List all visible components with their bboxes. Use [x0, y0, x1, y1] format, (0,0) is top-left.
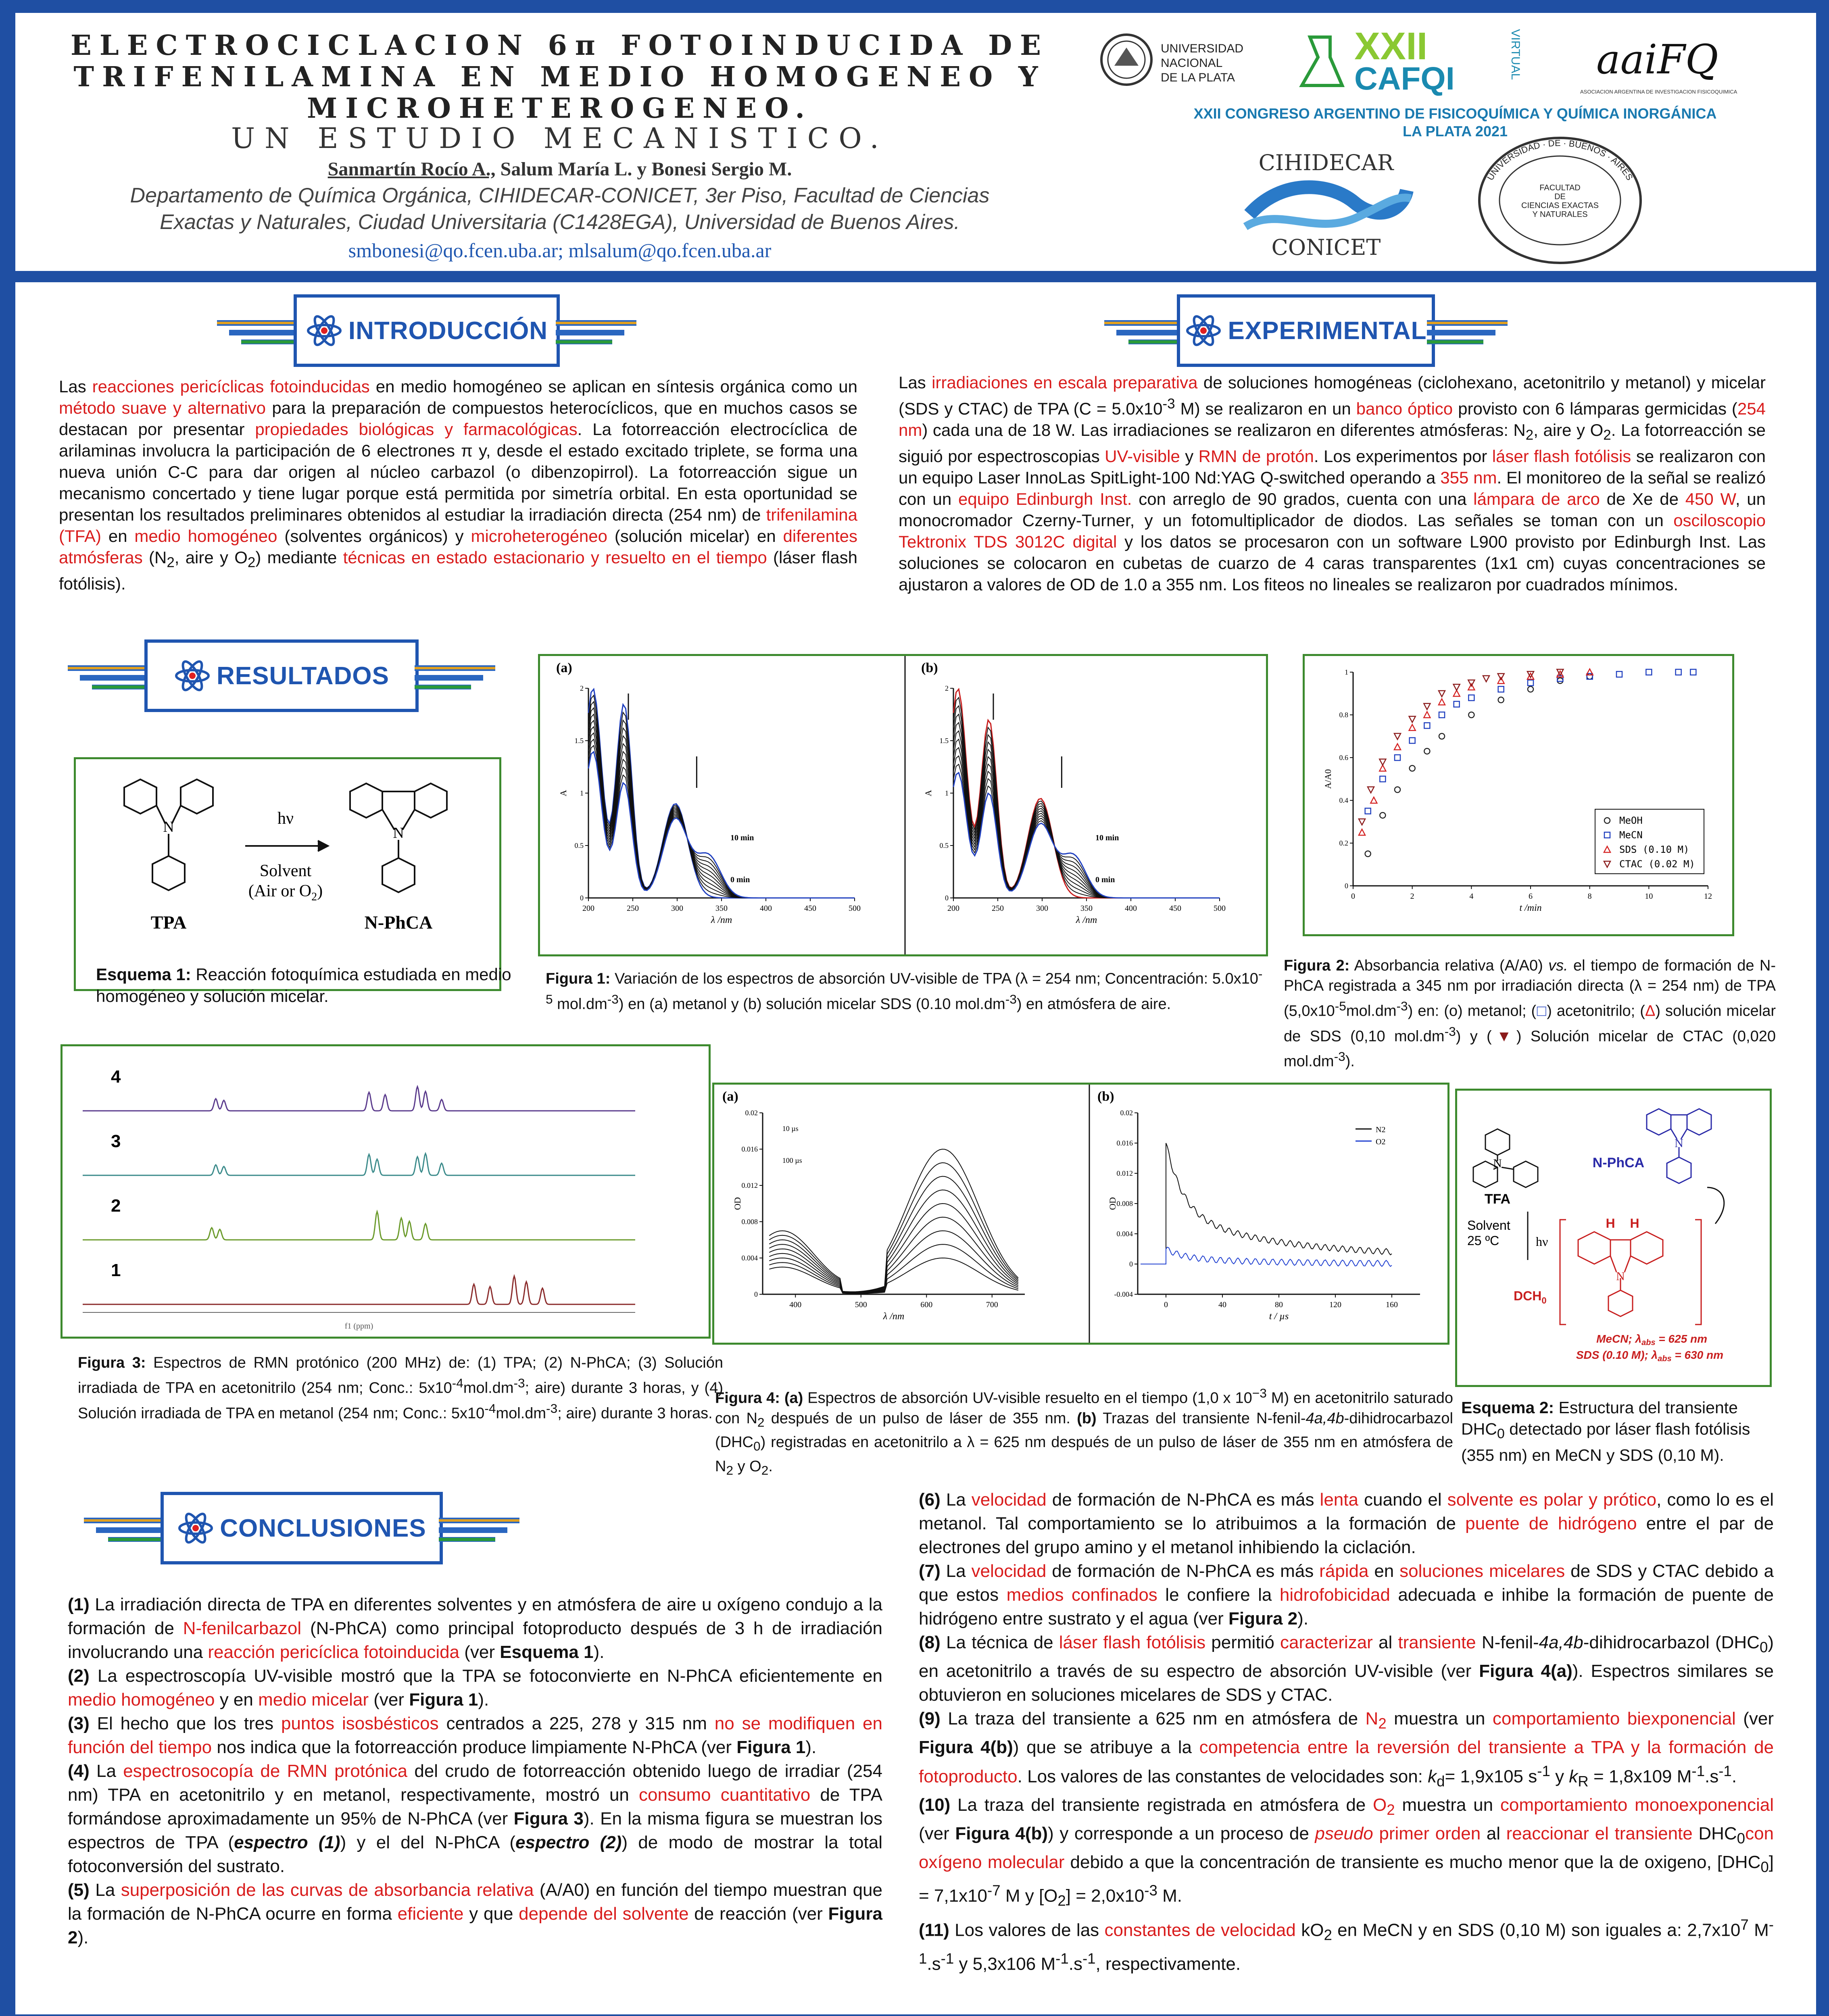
- fig2-x-tick-label: 8: [1587, 892, 1592, 901]
- scheme-1-solvent: Solvent: [259, 862, 312, 880]
- section-intro-header: [294, 294, 560, 367]
- fig2-point-ctac: [1409, 716, 1416, 723]
- fig1-b-annot-0min: 0 min: [1095, 875, 1115, 884]
- fig2-point-ctac: [1394, 733, 1401, 739]
- wing-right-icon: [415, 657, 495, 698]
- section-results-title: RESULTADOS: [217, 662, 389, 690]
- fig2-x-tick-label: 12: [1704, 892, 1712, 901]
- fig1-a-y-tick-label: 2: [580, 684, 584, 692]
- fig1-a-y-tick-label: 1: [580, 789, 584, 797]
- fig1-a-y-label: A: [558, 790, 568, 796]
- fig4-a-series-line: [769, 1190, 1018, 1292]
- fig2-point-ctac: [1359, 819, 1365, 825]
- section-conclusions-title: CONCLUSIONES: [220, 1514, 426, 1542]
- fig1-a-x-tick-label: 400: [760, 904, 772, 913]
- header-panel: [15, 13, 1816, 271]
- figure-3-caption: Figura 3: Espectros de RMN protónico (200 MHz) de: (1) TPA; (2) N-PhCA; (3) Solución irradiada de TPA en acetonitrilo (254 nm; Conc.: $5x10^{-4}mol.dm^{-3}$; aire) durante 3 horas, y (4) Solución irradiada de TPA en metanol (254 nm; Conc.: $5x10^{-4}mol.dm^{-3}$; aire) durante 3 horas.: [78, 1354, 723, 1422]
- cafqi-name: CAFQI: [1354, 60, 1455, 96]
- figure-4: [712, 1083, 1449, 1345]
- conclusion-7: (7) La velocidad de formación de N-PhCA es más rápida en soluciones micelares de SDS y CTAC debido a que estos medios confinados le confiere la hidrofobicidad adecuada e inhibe la formación de puente de hidrógeno entre sustrato y el agua (ver Figura 2).: [919, 1561, 1774, 1629]
- fig2-point-mecn: [1424, 723, 1430, 729]
- scheme-2-n-label: N: [1493, 1157, 1502, 1170]
- scheme-1-conditions: (Air or $O_2$): [248, 882, 323, 903]
- authors: Sanmartín Rocío A., Salum María L. y Bonesi Sergio M.: [327, 158, 792, 180]
- fig1-b-y-tick-label: 0: [945, 894, 949, 902]
- fcen-text-3: CIENCIAS EXACTAS: [1521, 201, 1599, 210]
- fig1-a-x-tick-label: 300: [671, 904, 683, 913]
- fig1-b-y-tick-label: 2: [945, 684, 949, 692]
- unlp-text-2: NACIONAL: [1161, 56, 1223, 70]
- fig3-x-label: f1 (ppm): [344, 1322, 373, 1331]
- figure-3: [60, 1044, 711, 1339]
- fig1-b-y-label: A: [923, 790, 933, 796]
- scheme-2-h-label-2: H: [1630, 1216, 1639, 1231]
- fig4-b-x-tick-label: 80: [1275, 1300, 1283, 1309]
- fig2-point-mecn: [1454, 702, 1460, 707]
- fig4-b-legend-label: O2: [1376, 1137, 1386, 1146]
- conclusion-6: (6) La velocidad de formación de N-PhCA es más lenta cuando el solvente es polar y prótico, como lo es el metanol. Tal comportamiento se lo atribuimos a la formación de puente de hidrógeno entre el par de electrones del grupo amino y el metanol inhibiendo la ciclación.: [919, 1490, 1774, 1557]
- fig2-legend-label: CTAC (0.02 M): [1619, 858, 1695, 870]
- scheme-1-nphca-label: N-PhCA: [364, 912, 433, 933]
- fig3-spectrum-label: 2: [111, 1196, 121, 1216]
- fig2-point-meoh: [1380, 812, 1385, 818]
- fig4-b-y-label: OD: [1107, 1197, 1118, 1210]
- scheme-1-n-label-2: N: [393, 825, 404, 841]
- conclusion-11: (11) Los valores de las constantes de velocidad $kO_2$ en MeCN y en SDS (0,10 M) son iguales a: $2,7x10^7$ $M^{-1}.s^{-1}$ y 5,3x106 $M^{-1}.s^{-1}$, respectivamente.: [919, 1916, 1774, 1974]
- fig1-a-y-tick-label: 1.5: [574, 737, 584, 745]
- fig1-a-y-tick-label: 0: [580, 894, 584, 902]
- fig2-point-mecn: [1395, 755, 1400, 760]
- fig4-b-y-tick-label: 0.004: [1116, 1230, 1133, 1238]
- wing-right-icon: [439, 1510, 519, 1550]
- fig2-point-sds: [1409, 725, 1416, 731]
- fig2-point-mecn: [1690, 669, 1696, 675]
- fig2-point-sds: [1439, 699, 1445, 705]
- section-intro-title: INTRODUCCIÓN: [348, 317, 548, 345]
- fig1-b-y-tick-label: 1.5: [939, 737, 949, 745]
- fig2-point-mecn: [1616, 671, 1622, 677]
- fig4-b-y-tick-label: 0.012: [1116, 1169, 1133, 1177]
- fig4-b-legend-label: N2: [1376, 1125, 1386, 1134]
- fig1-b-panel-label: (b): [921, 660, 938, 675]
- figure-4-caption: Figura 4: (a) Espectros de absorción UV-visible resuelto en el tiempo (1,0 x $10^{-3}$ M) en acetonitrilo saturado con $N_2$ después de un pulso de láser de 355 nm. (b) Trazas del transiente N-fenil-4a,4b-dihidrocarbazol $(DHC_0)$ registradas en acetonitrilo a λ = 625 nm después de un pulso de láser de 355 nm en atmósfera de $N_2$ y $O_2$.: [715, 1386, 1454, 1478]
- fig2-y-tick-label: 0.4: [1339, 796, 1348, 804]
- fig2-point-ctac: [1483, 676, 1489, 682]
- fig2-y-tick-label: 0.6: [1339, 754, 1348, 762]
- wing-left-icon: [217, 312, 298, 352]
- fig2-point-ctac: [1424, 704, 1430, 710]
- fig2-point-meoh: [1439, 733, 1445, 739]
- fig2-point-mecn: [1468, 695, 1474, 701]
- scheme-2-sds-abs: SDS (0.10 M); $\lambda_{abs} = 630$ nm: [1576, 1349, 1723, 1363]
- fig3-spectrum-line: [83, 1154, 635, 1175]
- section-experimental-title: EXPERIMENTAL: [1228, 317, 1427, 345]
- scheme-2-hv: hν: [1536, 1234, 1548, 1249]
- fig4-b-trace-n2: [1141, 1143, 1392, 1264]
- fig1-b-x-tick-label: 250: [992, 904, 1004, 913]
- fig2-legend-label: MeCN: [1619, 829, 1643, 841]
- conclusion-5: (5) La superposición de las curvas de absorbancia relativa (A/A0) en función del tiempo muestran que la formación de N-PhCA ocurre en forma eficiente y que depende del solvente de reacción (ver Figura 2).: [68, 1880, 882, 1947]
- fig2-point-meoh: [1395, 787, 1400, 793]
- wing-left-icon: [1104, 312, 1185, 352]
- fig1-b-x-tick-label: 300: [1036, 904, 1048, 913]
- scheme-1: [74, 757, 501, 991]
- fig4-a-y-tick-label: 0.008: [741, 1218, 758, 1226]
- fig2-legend-label: SDS (0.10 M): [1619, 844, 1689, 855]
- aaifq-sub: ASOCIACION ARGENTINA DE INVESTIGACION FISICOQUIMICA: [1580, 89, 1737, 95]
- conicet-text: CONICET: [1271, 235, 1381, 260]
- fig4-b-panel-label: (b): [1097, 1089, 1114, 1104]
- fig4-a-x-tick-label: 700: [986, 1300, 998, 1309]
- fig2-point-ctac: [1439, 691, 1445, 697]
- fig4-b-y-tick-label: -0.004: [1114, 1290, 1133, 1298]
- fig4-b-y-tick-label: 0.02: [1120, 1109, 1133, 1117]
- fig4-a-annot-100us: 100 µs: [782, 1156, 802, 1164]
- scheme-1-n-label: N: [163, 818, 174, 835]
- fig2-point-sds: [1424, 712, 1430, 718]
- conclusion-8: (8) La técnica de láser flash fotólisis permitió caracterizar al transiente N-fenil-4a,4b-dihidrocarbazol $(DHC_0)$ en acetonitrilo a través de su espectro de absorción UV-visible (ver Figura 4(a)). Espectros similares se obtuvieron en soluciones micelares de SDS y CTAC.: [919, 1633, 1774, 1705]
- fig1-b-x-tick-label: 450: [1169, 904, 1181, 913]
- fig2-point-meoh: [1587, 674, 1593, 679]
- fig1-b-annot-10min: 10 min: [1095, 833, 1119, 842]
- atom-icon: [177, 1510, 214, 1547]
- fig3-spectrum-label: 1: [111, 1260, 121, 1280]
- congress-name: XXII CONGRESO ARGENTINO DE FISICOQUÍMICA Y QUÍMICA INORGÁNICA LA PLATA 2021: [1193, 105, 1717, 140]
- affiliation: Departamento de Química Orgánica, CIHIDECAR-CONICET, 3er Piso, Facultad de Ciencias Exactas y Naturales, Ciudad Universitaria (C1428EGA), Universidad de Buenos Aires.: [130, 184, 990, 234]
- fig1-a-x-tick-label: 450: [804, 904, 816, 913]
- fig2-point-ctac: [1454, 684, 1460, 690]
- atom-icon: [174, 657, 211, 694]
- fig2-point-mecn: [1528, 680, 1533, 686]
- fig2-point-sds: [1394, 744, 1401, 750]
- cafqi-virtual: VIRTUAL: [1509, 29, 1522, 80]
- figure-2: [1303, 654, 1734, 936]
- fig1-b-x-tick-label: 200: [947, 904, 959, 913]
- fig2-point-sds: [1370, 797, 1377, 803]
- scheme-2-nphca-label: N-PhCA: [1592, 1155, 1645, 1170]
- fig4-b-y-tick-label: 0.016: [1116, 1139, 1133, 1147]
- fig4-a-series-line: [769, 1231, 1018, 1293]
- fig1-b-x-tick-label: 500: [1214, 904, 1226, 913]
- fig4-a-y-label: OD: [732, 1197, 742, 1210]
- fig4-b-y-tick-label: 0.008: [1116, 1200, 1133, 1208]
- fig1-a-annot-10min: 10 min: [730, 833, 754, 842]
- aaifq-logo: [1580, 29, 1798, 102]
- fig2-point-ctac: [1368, 787, 1374, 793]
- scheme-1-tpa-label: TPA: [150, 912, 187, 933]
- fig2-point-mecn: [1676, 669, 1681, 675]
- scheme-2-dch-label: $DCH_0$: [1514, 1289, 1547, 1306]
- conclusion-9: (9) La traza del transiente a 625 nm en atmósfera de $N_2$ muestra un comportamiento biexponencial (ver Figura 4(b)) que se atribuye a la competencia entre la reversión del transiente a TPA y la formación de fotoproducto. Los valores de las constantes de velocidades son: $k_d= 1,9x105$ $s^{-1}$ y $k_R = 1,8x109$ $M^{-1}.s^{-1}$.: [919, 1708, 1774, 1790]
- fig2-y-tick-label: 0: [1345, 882, 1348, 890]
- fig1-a-x-tick-label: 250: [627, 904, 639, 913]
- wing-left-icon: [84, 1510, 165, 1550]
- fig2-y-tick-label: 0.8: [1339, 711, 1348, 719]
- scheme-2-tfa-label: TFA: [1484, 1191, 1511, 1207]
- fig3-spectrum-line: [83, 1212, 635, 1240]
- figure-3-chart: [63, 1046, 709, 1337]
- fig2-x-label: t /min: [1519, 903, 1542, 913]
- unlp-text-1: UNIVERSIDAD: [1161, 42, 1244, 55]
- uba-ring-text: UNIVERSIDAD · DE · BUENOS · AIRES: [1485, 137, 1635, 182]
- scheme-2-solvent: Solvent: [1467, 1218, 1510, 1233]
- figure-2-caption: Figura 2: Absorbancia relativa (A/A0) vs. el tiempo de formación de N-PhCA registrada a 345 nm por irradiación directa (λ = 254 nm) de TPA $(5,0x10^{-5}mol.dm^{-3})$ en: (o) metanol; (□) acetonitrilo; (Δ) solución micelar de SDS (0,10 $mol.dm^{-3}$) y (▼) Solución micelar de CTAC (0,020 $mol.dm^{-3}$).: [1284, 957, 1776, 1070]
- fig2-y-tick-label: 0.2: [1339, 839, 1348, 847]
- fig4-b-x-tick-label: 120: [1329, 1300, 1341, 1309]
- fig1-a-panel-label: (a): [556, 660, 572, 675]
- fig2-x-tick-label: 10: [1645, 892, 1653, 901]
- fig2-point-meoh: [1528, 686, 1533, 692]
- fig2-point-meoh: [1424, 748, 1430, 754]
- cafqi-num: XXII: [1354, 25, 1428, 68]
- main-panel: [15, 282, 1816, 2014]
- atom-icon: [1185, 312, 1222, 349]
- section-results-header: [144, 639, 419, 712]
- atom-icon: [306, 312, 343, 349]
- fig2-point-mecn: [1365, 808, 1371, 814]
- fig2-point-sds: [1359, 829, 1365, 835]
- fig4-a-annot-10us: 10 µs: [782, 1125, 799, 1133]
- conclusion-4: (4) La espectrosocopía de RMN protónica del crudo de fotorreacción obtenido luego de irradiar (254 nm) TPA en acetonitrilo y en metanol, respectivamente, mostró un consumo cuantitativo de TPA formándose aproximadamente un 95% de N-PhCA (ver Figura 3). En la misma figura se muestran los espectros de TPA (espectro (1)) y el del N-PhCA (espectro (2)) de modo de mostrar la total fotoconversión del sustrato.: [68, 1761, 882, 1876]
- scheme-2-h-label-1: H: [1606, 1216, 1615, 1231]
- fig4-a-y-tick-label: 0: [754, 1290, 758, 1298]
- poster-title: ELECTROCICLACION 6π FOTOINDUCIDA DE TRIFENILAMINA EN MEDIO HOMOGENEO Y MICROHETEROGENEO.: [70, 29, 1049, 125]
- fig2-point-mecn: [1498, 686, 1504, 692]
- fig4-a-y-tick-label: 0.012: [741, 1181, 758, 1189]
- fcen-text-4: Y NATURALES: [1532, 210, 1588, 219]
- fig4-a-x-tick-label: 400: [789, 1300, 802, 1309]
- unlp-logo: [1096, 27, 1266, 96]
- scheme-2-temp: 25 ºC: [1467, 1233, 1499, 1248]
- fig2-point-mecn: [1410, 738, 1415, 744]
- fig1-a-x-tick-label: 500: [849, 904, 861, 913]
- figure-2-chart: [1305, 656, 1732, 934]
- fig2-point-mecn: [1646, 669, 1652, 675]
- fig3-spectrum-line: [83, 1087, 635, 1111]
- figure-1: [538, 654, 1268, 956]
- conclusion-2: (2) La espectroscopía UV-visible mostró que la TPA se fotoconvierte en N-PhCA eficientemente en medio homogéneo y en medio micelar (ver Figura 1).: [68, 1666, 882, 1710]
- fig4-a-x-tick-label: 500: [855, 1300, 867, 1309]
- fig1-b-x-label: λ /nm: [1076, 915, 1097, 925]
- scheme-1-caption: Esquema 1: Reacción fotoquímica estudiada en medio homogéneo y solución micelar.: [96, 965, 511, 1006]
- emails[interactable]: smbonesi@qo.fcen.uba.ar; mlsalum@qo.fcen.uba.ar: [348, 239, 772, 262]
- wing-left-icon: [68, 657, 148, 698]
- fig4-a-y-tick-label: 0.02: [745, 1109, 758, 1117]
- cafqi-logo: [1298, 21, 1524, 98]
- poster-subtitle: UN ESTUDIO MECANISTICO.: [231, 122, 888, 155]
- conclusions-left: [68, 1593, 882, 1949]
- fcen-seal: [1475, 134, 1645, 267]
- fig1-b-x-tick-label: 400: [1125, 904, 1137, 913]
- fig2-point-mecn: [1380, 776, 1385, 782]
- fig4-a-panel-label: (a): [722, 1089, 738, 1104]
- figure-1-chart: [540, 656, 1266, 954]
- figure-1-caption: Figura 1: Variación de los espectros de absorción UV-visible de TPA (λ = 254 nm; Concentración: $5.0x10^{-5}$ $mol.dm^{-3}$) en (a) metanol y (b) solución micelar SDS (0.10 $mol.dm^{-3}$) en atmósfera de aire.: [546, 966, 1263, 1013]
- aaifq-text: aaiFQ: [1596, 36, 1718, 83]
- fig3-spectrum-label: 3: [111, 1131, 121, 1151]
- fig1-a-annot-0min: 0 min: [730, 875, 750, 884]
- fig4-b-y-tick-label: 0: [1129, 1260, 1133, 1268]
- fig2-y-tick-label: 1: [1345, 668, 1348, 676]
- fcen-text-2: DE: [1554, 192, 1566, 201]
- intro-text: Las reacciones pericíclicas fotoinducidas en medio homogéneo se aplican en síntesis orgánica como un método suave y alternativo para la preparación de compuestos heterocíclicos, que en muchos casos se destacan por presentar propiedades biológicas y farmacológicas. La fotorreacción electrocíclica de arilaminas involucra la participación de 6 electrones π y, desde el estado excitado triplete, se forma una nueva unión C-C para dar origen al núcleo carbazol (o dibenzopirrol). La fotorreacción sigue un mecanismo concertado y tiene lugar porque está permitida por simetría orbital. En esta oportunidad se presentan los resultados preliminares obtenidos al estudiar la irradiación directa (254 nm) de trifenilamina (TFA) en medio homogéneo (solventes orgánicos) y microheterogéneo (solución micelar) en diferentes atmósferas ($N_2$, aire y $O_2$) mediante técnicas en estado estacionario y resuelto en el tiempo (láser flash fotólisis).: [59, 377, 858, 594]
- fig1-a-x-tick-label: 200: [582, 904, 594, 913]
- fig2-point-meoh: [1365, 851, 1371, 857]
- wing-right-icon: [556, 312, 636, 352]
- fig4-a-y-tick-label: 0.004: [741, 1254, 758, 1262]
- conclusion-1: (1) La irradiación directa de TPA en diferentes solventes y en atmósfera de aire u oxígeno condujo a la formación de N-fenilcarbazol (N-PhCA) como principal fotoproducto después de 3 h de irradiación involucrando una reacción pericíclica fotoinducida (ver Esquema 1).: [68, 1595, 882, 1662]
- fig4-a-x-label: λ /nm: [883, 1311, 905, 1322]
- fig1-b-x-tick-label: 350: [1080, 904, 1093, 913]
- section-conclusions-header: [161, 1492, 443, 1564]
- fig2-x-tick-label: 4: [1469, 892, 1474, 901]
- conclusion-10: (10) La traza del transiente registrada en atmósfera de $O_2$ muestra un comportamiento monoexponencial (ver Figura 4(b)) y corresponde a un proceso de pseudo primer orden al reaccionar el transiente $DHC_0con$ oxígeno molecular debido a que la concentración de transiente es mucho menor que la de oxigeno, $[DHC_0] = 7,1x10^{-7}$ M y $[O_2] = 2,0x10^{-3}$ M.: [919, 1795, 1774, 1909]
- conclusions-right: [919, 1488, 1774, 1976]
- fig3-spectrum-line: [83, 1276, 635, 1304]
- fcen-text-1: FACULTAD: [1539, 183, 1581, 192]
- fig2-point-meoh: [1498, 697, 1504, 703]
- fig2-point-ctac: [1379, 759, 1386, 765]
- conclusion-3: (3) El hecho que los tres puntos isosbésticos centrados a 225, 278 y 315 nm no se modifiquen en función del tiempo nos indica que la fotorreacción produce limpiamente N-PhCA (ver Figura 1).: [68, 1714, 882, 1757]
- fig1-b-y-tick-label: 1: [945, 789, 949, 797]
- fig1-a-x-tick-label: 350: [715, 904, 728, 913]
- fig2-point-meoh: [1557, 678, 1563, 683]
- fig4-b-x-label: t / µs: [1269, 1311, 1289, 1322]
- fig3-spectrum-label: 4: [111, 1067, 121, 1087]
- fig2-x-tick-label: 6: [1529, 892, 1533, 901]
- fig2-legend-label: MeOH: [1619, 815, 1643, 826]
- scheme-1-hv: hν: [277, 809, 294, 828]
- fig4-a-y-tick-label: 0.016: [741, 1145, 758, 1153]
- scheme-2-caption: Esquema 2: Estructura del transiente $DHC_0$ detectado por láser flash fotólisis (355 nm) en MeCN y SDS (0,10 M).: [1461, 1398, 1750, 1465]
- scheme-2-nphca-n: N: [1675, 1137, 1683, 1150]
- fig1-b-y-tick-label: 0.5: [939, 841, 949, 850]
- scheme-2-dch-n: N: [1616, 1270, 1625, 1283]
- fig4-a-x-tick-label: 600: [920, 1300, 933, 1309]
- fig1-a-y-tick-label: 0.5: [574, 841, 584, 850]
- section-experimental-header: [1177, 294, 1435, 367]
- fig2-point-meoh: [1468, 712, 1474, 718]
- cihidecar-conicet-logo: [1233, 146, 1419, 263]
- unlp-text-3: DE LA PLATA: [1161, 71, 1235, 84]
- figure-4-chart: [714, 1085, 1447, 1343]
- wing-right-icon: [1427, 312, 1508, 352]
- scheme-2: [1455, 1089, 1772, 1387]
- fig4-b-x-tick-label: 0: [1164, 1300, 1168, 1309]
- experimental-text: Las irradiaciones en escala preparativa de soluciones homogéneas (ciclohexano, acetonitrilo y metanol) y micelar (SDS y CTAC) de TPA ($C = 5.0x10^{-3}$ M) se realizaron en un banco óptico provisto con 6 lámparas germicidas (254 nm) cada una de 18 W. Las irradiaciones se realizaron en diferentes atmósferas: $N_2$, aire y $O_2$. La fotorreacción se siguió por espectroscopias UV-visible y RMN de protón. Los experimentos por láser flash fotólisis se realizaron con un equipo Laser InnoLas SpitLight-100 Nd:YAG Q-switched operando a 355 nm. El monitoreo de la señal se realizó con un equipo Edinburgh Inst. con arreglo de 90 grados, cuenta con una lámpara de arco de Xe de 450 W, un monocromador Czerny-Turner, y un fotomultiplicador de diodos. Las señales se toman con un osciloscopio Tektronix TDS 3012C digital y los datos se procesaron con un software L900 provisto por Edinburgh Inst. Las soluciones se colocaron en cubetas de cuarzo de 4 caras transparentes (1x1 cm) cuyas concentraciones se ajustaron a valores de OD de 1.0 a 355 nm. Los fiteos no lineales se realizaron por cuadrados mínimos.: [899, 373, 1766, 594]
- fig2-point-meoh: [1410, 766, 1415, 771]
- fig4-b-trace-o2: [1141, 1247, 1392, 1266]
- fig2-point-mecn: [1439, 712, 1445, 718]
- fig2-y-label: A/A0: [1323, 769, 1333, 789]
- fig1-a-x-label: λ /nm: [711, 915, 732, 925]
- fig4-b-x-tick-label: 160: [1386, 1300, 1398, 1309]
- fig4-a-series-line: [769, 1217, 1018, 1293]
- fig4-b-x-tick-label: 40: [1218, 1300, 1226, 1309]
- cihidecar-text: CIHIDECAR: [1258, 150, 1394, 175]
- fig2-x-tick-label: 2: [1410, 892, 1414, 901]
- fig2-x-tick-label: 0: [1351, 892, 1355, 901]
- scheme-2-drawing: [1457, 1091, 1770, 1385]
- scheme-1-drawing: [76, 759, 499, 989]
- scheme-2-mecn-abs: MeCN; $\lambda_{abs} = 625$ nm: [1596, 1333, 1707, 1347]
